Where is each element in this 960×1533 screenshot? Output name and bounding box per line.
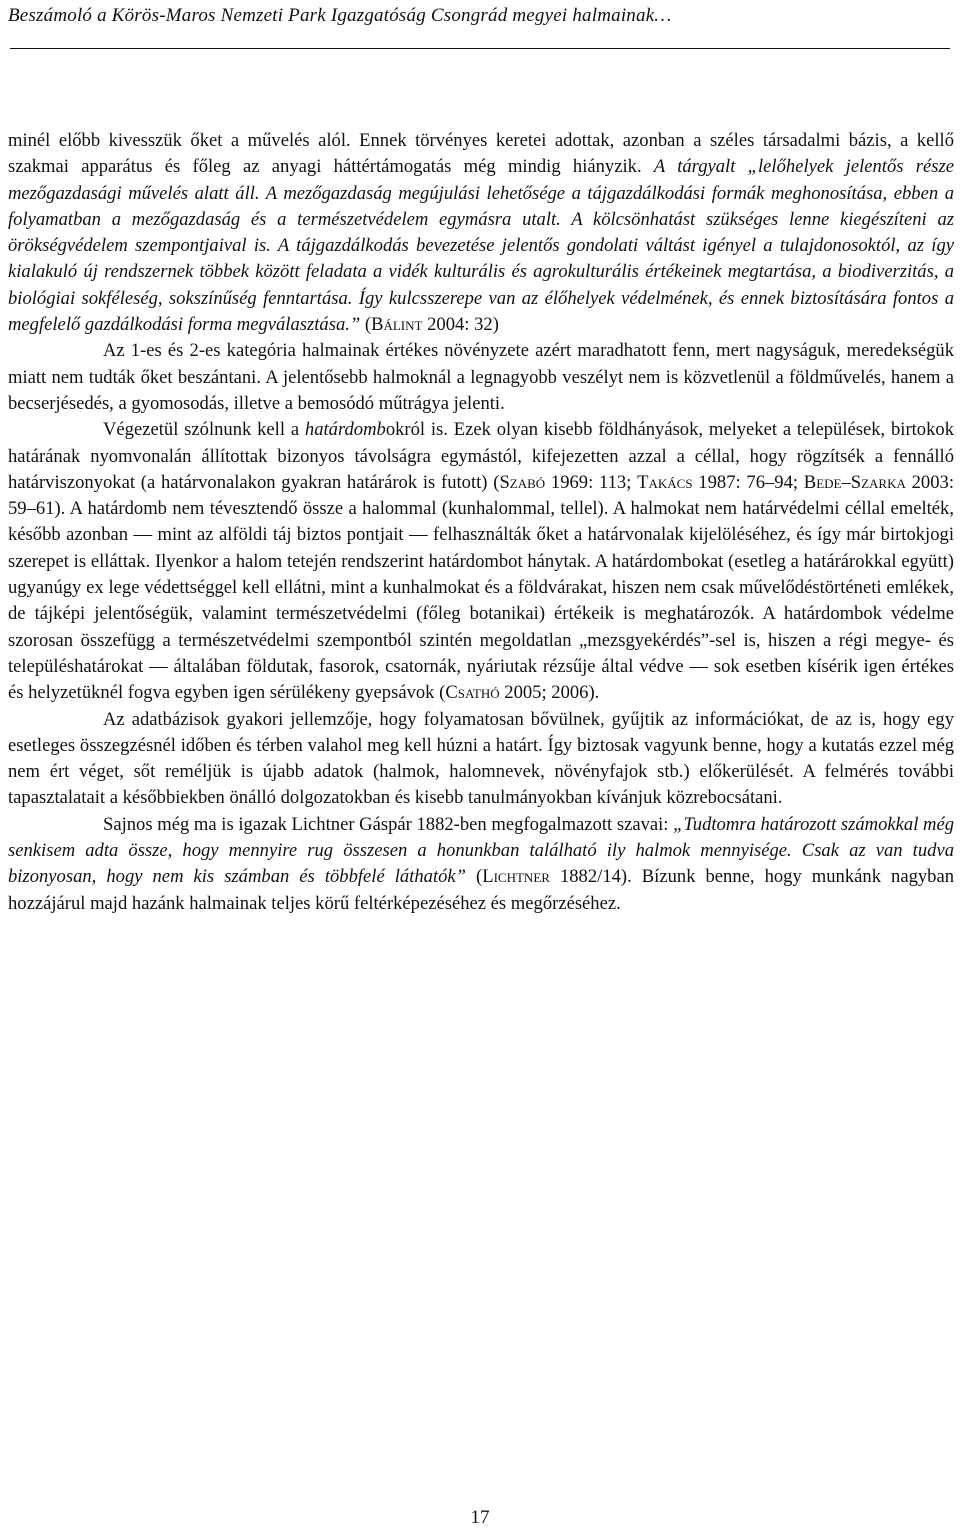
p5-text-a: Sajnos még ma is igazak Lichtner Gáspár 1882-ben megfogalmazott szavai: (103, 813, 674, 835)
p3-citation-author-takacs: Takács (637, 471, 693, 493)
p3-text-c: 1969: 113; (545, 471, 638, 493)
header-rule (10, 48, 950, 49)
paragraph-1 (8, 128, 954, 338)
body-text (8, 128, 954, 917)
p1-text: minél előbb kivesszük őket a művelés alól. Ennek törvényes keretei adottak, azonban a széles társadalmi bázis, a kellő szakmai apparátus és főleg az anyagi háttértámogatás még mindig hiányzik. (8, 130, 954, 178)
p5-text-b: 1882/14). Bízunk benne, hogy munkánk nagyban hozzájárul majd hazánk halmainak teljes körű feltérképezéséhez és megőrzéséhez. (8, 866, 955, 914)
p5-quotation: „Tudtomra határozott számokkal még senkisem adta össze, hogy mennyire rug összesen a honunkban található ily halmok mennyisége. Csak az van tudva bizonyosan, hogy nem kis számban és többfelé láthatók” (8, 813, 954, 888)
p3-citation-author-szabo: Szabó (499, 471, 546, 493)
p3-term: határdomb (304, 419, 386, 441)
paragraph-5 (8, 812, 954, 917)
page-number: 17 (470, 1507, 490, 1528)
p3-text-f: 2005; 2006). (499, 682, 600, 704)
running-header: Beszámoló a Körös-Maros Nemzeti Park Igazgatóság Csongrád megyei halmainak… (8, 5, 672, 26)
p1-citation-rest: 2004: 32) (422, 314, 499, 336)
paragraph-2: Az 1-es és 2-es kategória halmainak értékes növényzete azért maradhatott fenn, mert nagyságuk, meredekségük miatt nem tudták őket beszántani. A jelentősebb halmoknál a legnagyobb veszélyt nem is közvetlenül a földművelés, hanem a becserjésedés, a gyomosodás, illetve a bemosódó műtrágya jelenti. (8, 340, 954, 414)
p3-citation-author-csatho: Csathó (445, 682, 500, 704)
p5-citation-author: Lichtner (482, 866, 550, 888)
p3-citation-author-bede-szarka: Bede–Szarka (803, 471, 906, 493)
p1-citation-author: Bálint (371, 314, 423, 336)
p1-quotation: A tárgyalt „lelőhelyek jelentős része mezőgazdasági művelés alatt áll. A mezőgazdaság megújulási lehetősége a tájgazdálkodási formák meghonosítása, ebben a folyamatban a mezőgazdaság és a természetvédelem egymásra utalt. A kölcsönhatást szükséges lenne kiegészíteni az örökségvédelem szempontjaival is. A tájgazdálkodás bevezetése jelentős gondolati váltást igényel a tulajdonosoktól, az így kialakuló új rendszernek többek között feladata a vidék kulturális és agrokulturális értékeinek megtartása, a biodiverzitás, a biológiai sokféleség, sokszínűség fenntartása. Így kulcsszerepe van az élőhelyek védelmének, és ennek biztosítására fontos a megfelelő gazdálkodási forma megválasztása.” (8, 156, 954, 336)
p1-citation-open: ( (360, 314, 372, 336)
p5-citation-open: ( (466, 866, 483, 888)
paragraph-4: Az adatbázisok gyakori jellemzője, hogy folyamatosan bővülnek, gyűjtik az információkat, de az is, hogy egy esetleges összegzésnél időben és térben valahol meg kell húzni a határt. Így biztosak vagyunk benne, hogy a kutatás ezzel még nem ért véget, sőt reméljük is újabb adatok (halmok, halomnevek, növényfajok stb.) előkerülését. A felmérés további tapasztalatait a későbbiekben önálló dolgozatokban és kisebb tanulmányokban kívánjuk közrebocsátani. (8, 708, 954, 809)
p3-text-b: okról is. Ezek olyan kisebb földhányások, melyeket a települések, birtokok határának nyomvonalán állítottak bizonyos távolságra egymástól, kifejezetten azzal a céllal, hogy rögzítsék a fennálló határviszonyokat (a határvonalakon gyakran határárok is futott) ( (8, 419, 954, 493)
p3-text-e: 2003: 59–61). A határdomb nem tévesztendő össze a halommal (kunhalommal, tellel). A halmokat nem határvédelmi céllal emelték, később azonban — mint az alföldi táj biztos pontjait — felhasználták őket a határvonalak kijelöléséhez, és így már birtokjogi szerepet is elláttak. Ilyenkor a halom tetején rendszerint határdombot hánytak. A határdombokat (esetleg a határárokkal együtt) ugyanúgy ex lege védettséggel kell ellátni, mint a kunhalmokat és a földvárakat, hiszen nem csak művelődéstörténeti emlékek, de tájképi jelentőségük, valamint természetvédelmi (főleg botanikai) értékeik is meghatározók. A határdombok védelme szorosan összefügg a természetvédelmi szempontból szintén megoldatlan „mezsgyekérdés”-sel is, hiszen a régi megye- és településhatárokat — általában földutak, fasorok, csatornák, nyáriutak rézsűje által védve — sok esetben kísérik igen értékes és helyzetüknél fogva egyben igen sérülékeny gyepsávok ( (8, 471, 954, 704)
p3-text-a: Végezetül szólnunk kell a (103, 419, 305, 441)
p3-text-d: 1987: 76–94; (692, 471, 804, 493)
paragraph-3 (8, 417, 954, 706)
